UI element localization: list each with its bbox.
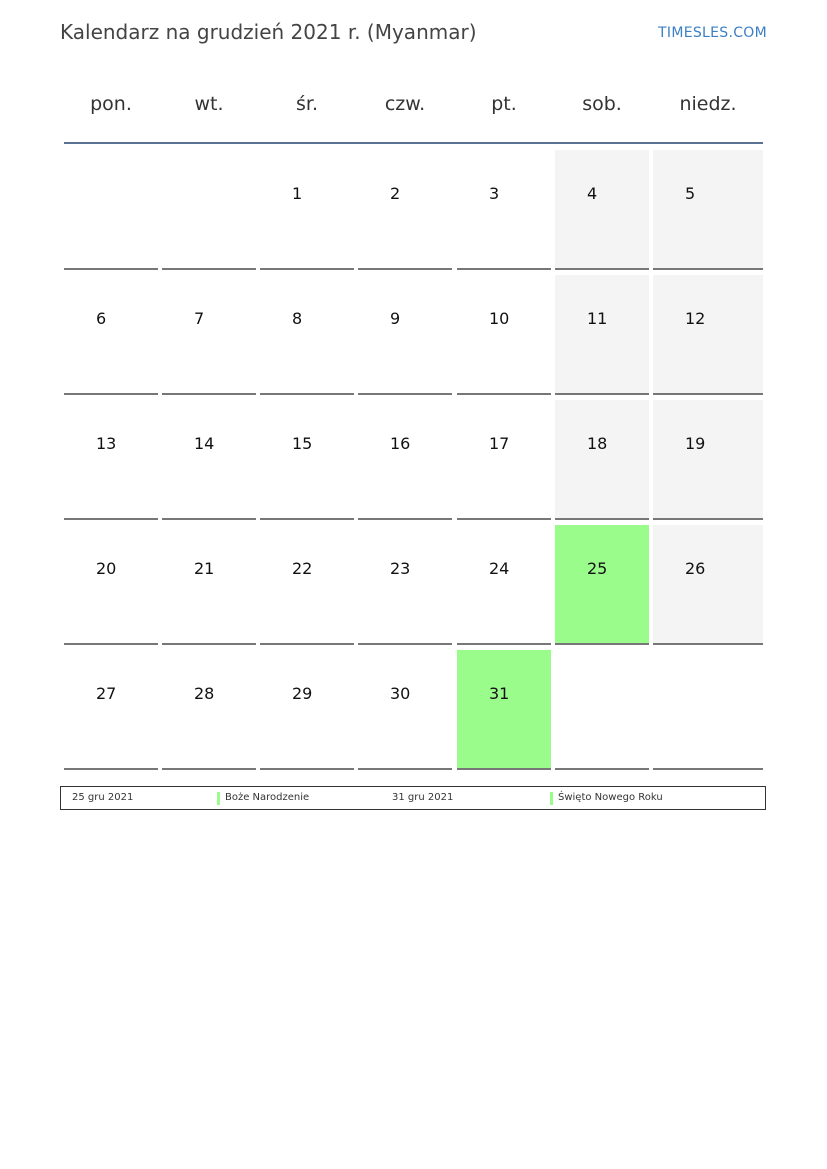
day-cell[interactable] [358, 150, 452, 270]
day-cell[interactable] [162, 650, 256, 770]
day-number: 15 [292, 434, 313, 453]
day-number: 3 [489, 184, 500, 203]
day-cell[interactable] [64, 525, 158, 645]
day-cell[interactable] [64, 275, 158, 395]
day-cell[interactable] [457, 400, 551, 520]
day-number: 17 [489, 434, 510, 453]
weekday-label: sob. [582, 93, 622, 115]
page-title: Kalendarz na grudzień 2021 r. (Myanmar) [60, 20, 477, 44]
day-number: 4 [587, 184, 598, 203]
day-number: 2 [390, 184, 401, 203]
day-cell[interactable] [260, 525, 354, 645]
day-cell[interactable] [358, 650, 452, 770]
day-number: 5 [685, 184, 696, 203]
day-cell[interactable] [653, 400, 763, 520]
day-number: 1 [292, 184, 303, 203]
day-number: 12 [685, 309, 706, 328]
day-number: 19 [685, 434, 706, 453]
header-divider [64, 142, 763, 144]
day-number: 31 [489, 684, 510, 703]
weekday-label: pt. [491, 93, 517, 115]
day-number: 21 [194, 559, 215, 578]
day-number: 28 [194, 684, 215, 703]
day-cell[interactable] [457, 150, 551, 270]
legend-date: 25 gru 2021 [72, 792, 134, 803]
day-cell[interactable] [358, 400, 452, 520]
brand-logo[interactable]: TIMESLES.COM [658, 25, 767, 41]
day-cell[interactable] [358, 275, 452, 395]
day-number: 10 [489, 309, 510, 328]
day-cell[interactable] [653, 275, 763, 395]
empty-day-cell [653, 650, 763, 770]
holiday-color-marker [217, 792, 220, 805]
day-number: 22 [292, 559, 313, 578]
day-cell[interactable] [555, 400, 649, 520]
day-cell[interactable] [653, 150, 763, 270]
day-number: 11 [587, 309, 608, 328]
day-number: 30 [390, 684, 411, 703]
day-cell[interactable] [555, 150, 649, 270]
holiday-day-cell[interactable] [555, 525, 649, 645]
day-number: 25 [587, 559, 608, 578]
empty-day-cell [64, 150, 158, 270]
weekday-header [64, 82, 764, 126]
day-cell[interactable] [162, 400, 256, 520]
weekday-label: czw. [384, 93, 426, 115]
day-number: 6 [96, 309, 107, 328]
day-cell[interactable] [358, 525, 452, 645]
weekday-label: wt. [194, 93, 224, 115]
day-number: 13 [96, 434, 117, 453]
day-cell[interactable] [64, 650, 158, 770]
holiday-day-cell[interactable] [457, 650, 551, 770]
day-cell[interactable] [162, 275, 256, 395]
day-number: 26 [685, 559, 706, 578]
weekday-label: śr. [295, 93, 318, 115]
holiday-color-marker [550, 792, 553, 805]
day-cell[interactable] [260, 400, 354, 520]
day-number: 7 [194, 309, 205, 328]
day-number: 29 [292, 684, 313, 703]
day-number: 23 [390, 559, 411, 578]
day-cell[interactable] [260, 150, 354, 270]
day-number: 9 [390, 309, 401, 328]
day-cell[interactable] [260, 275, 354, 395]
day-number: 27 [96, 684, 117, 703]
day-cell[interactable] [457, 275, 551, 395]
day-cell[interactable] [64, 400, 158, 520]
day-number: 14 [194, 434, 215, 453]
empty-day-cell [555, 650, 649, 770]
day-cell[interactable] [162, 525, 256, 645]
day-number: 8 [292, 309, 303, 328]
day-number: 20 [96, 559, 117, 578]
day-cell[interactable] [555, 275, 649, 395]
legend-holiday-name: Święto Nowego Roku [558, 792, 663, 803]
calendar-grid [64, 150, 764, 770]
day-number: 18 [587, 434, 608, 453]
holiday-legend [60, 786, 766, 810]
weekday-label: niedz. [679, 93, 737, 115]
weekday-label: pon. [90, 93, 132, 115]
legend-holiday-name: Boże Narodzenie [225, 792, 310, 803]
empty-day-cell [162, 150, 256, 270]
day-number: 16 [390, 434, 411, 453]
day-cell[interactable] [653, 525, 763, 645]
day-cell[interactable] [457, 525, 551, 645]
day-cell[interactable] [260, 650, 354, 770]
legend-date: 31 gru 2021 [392, 792, 454, 803]
day-number: 24 [489, 559, 510, 578]
